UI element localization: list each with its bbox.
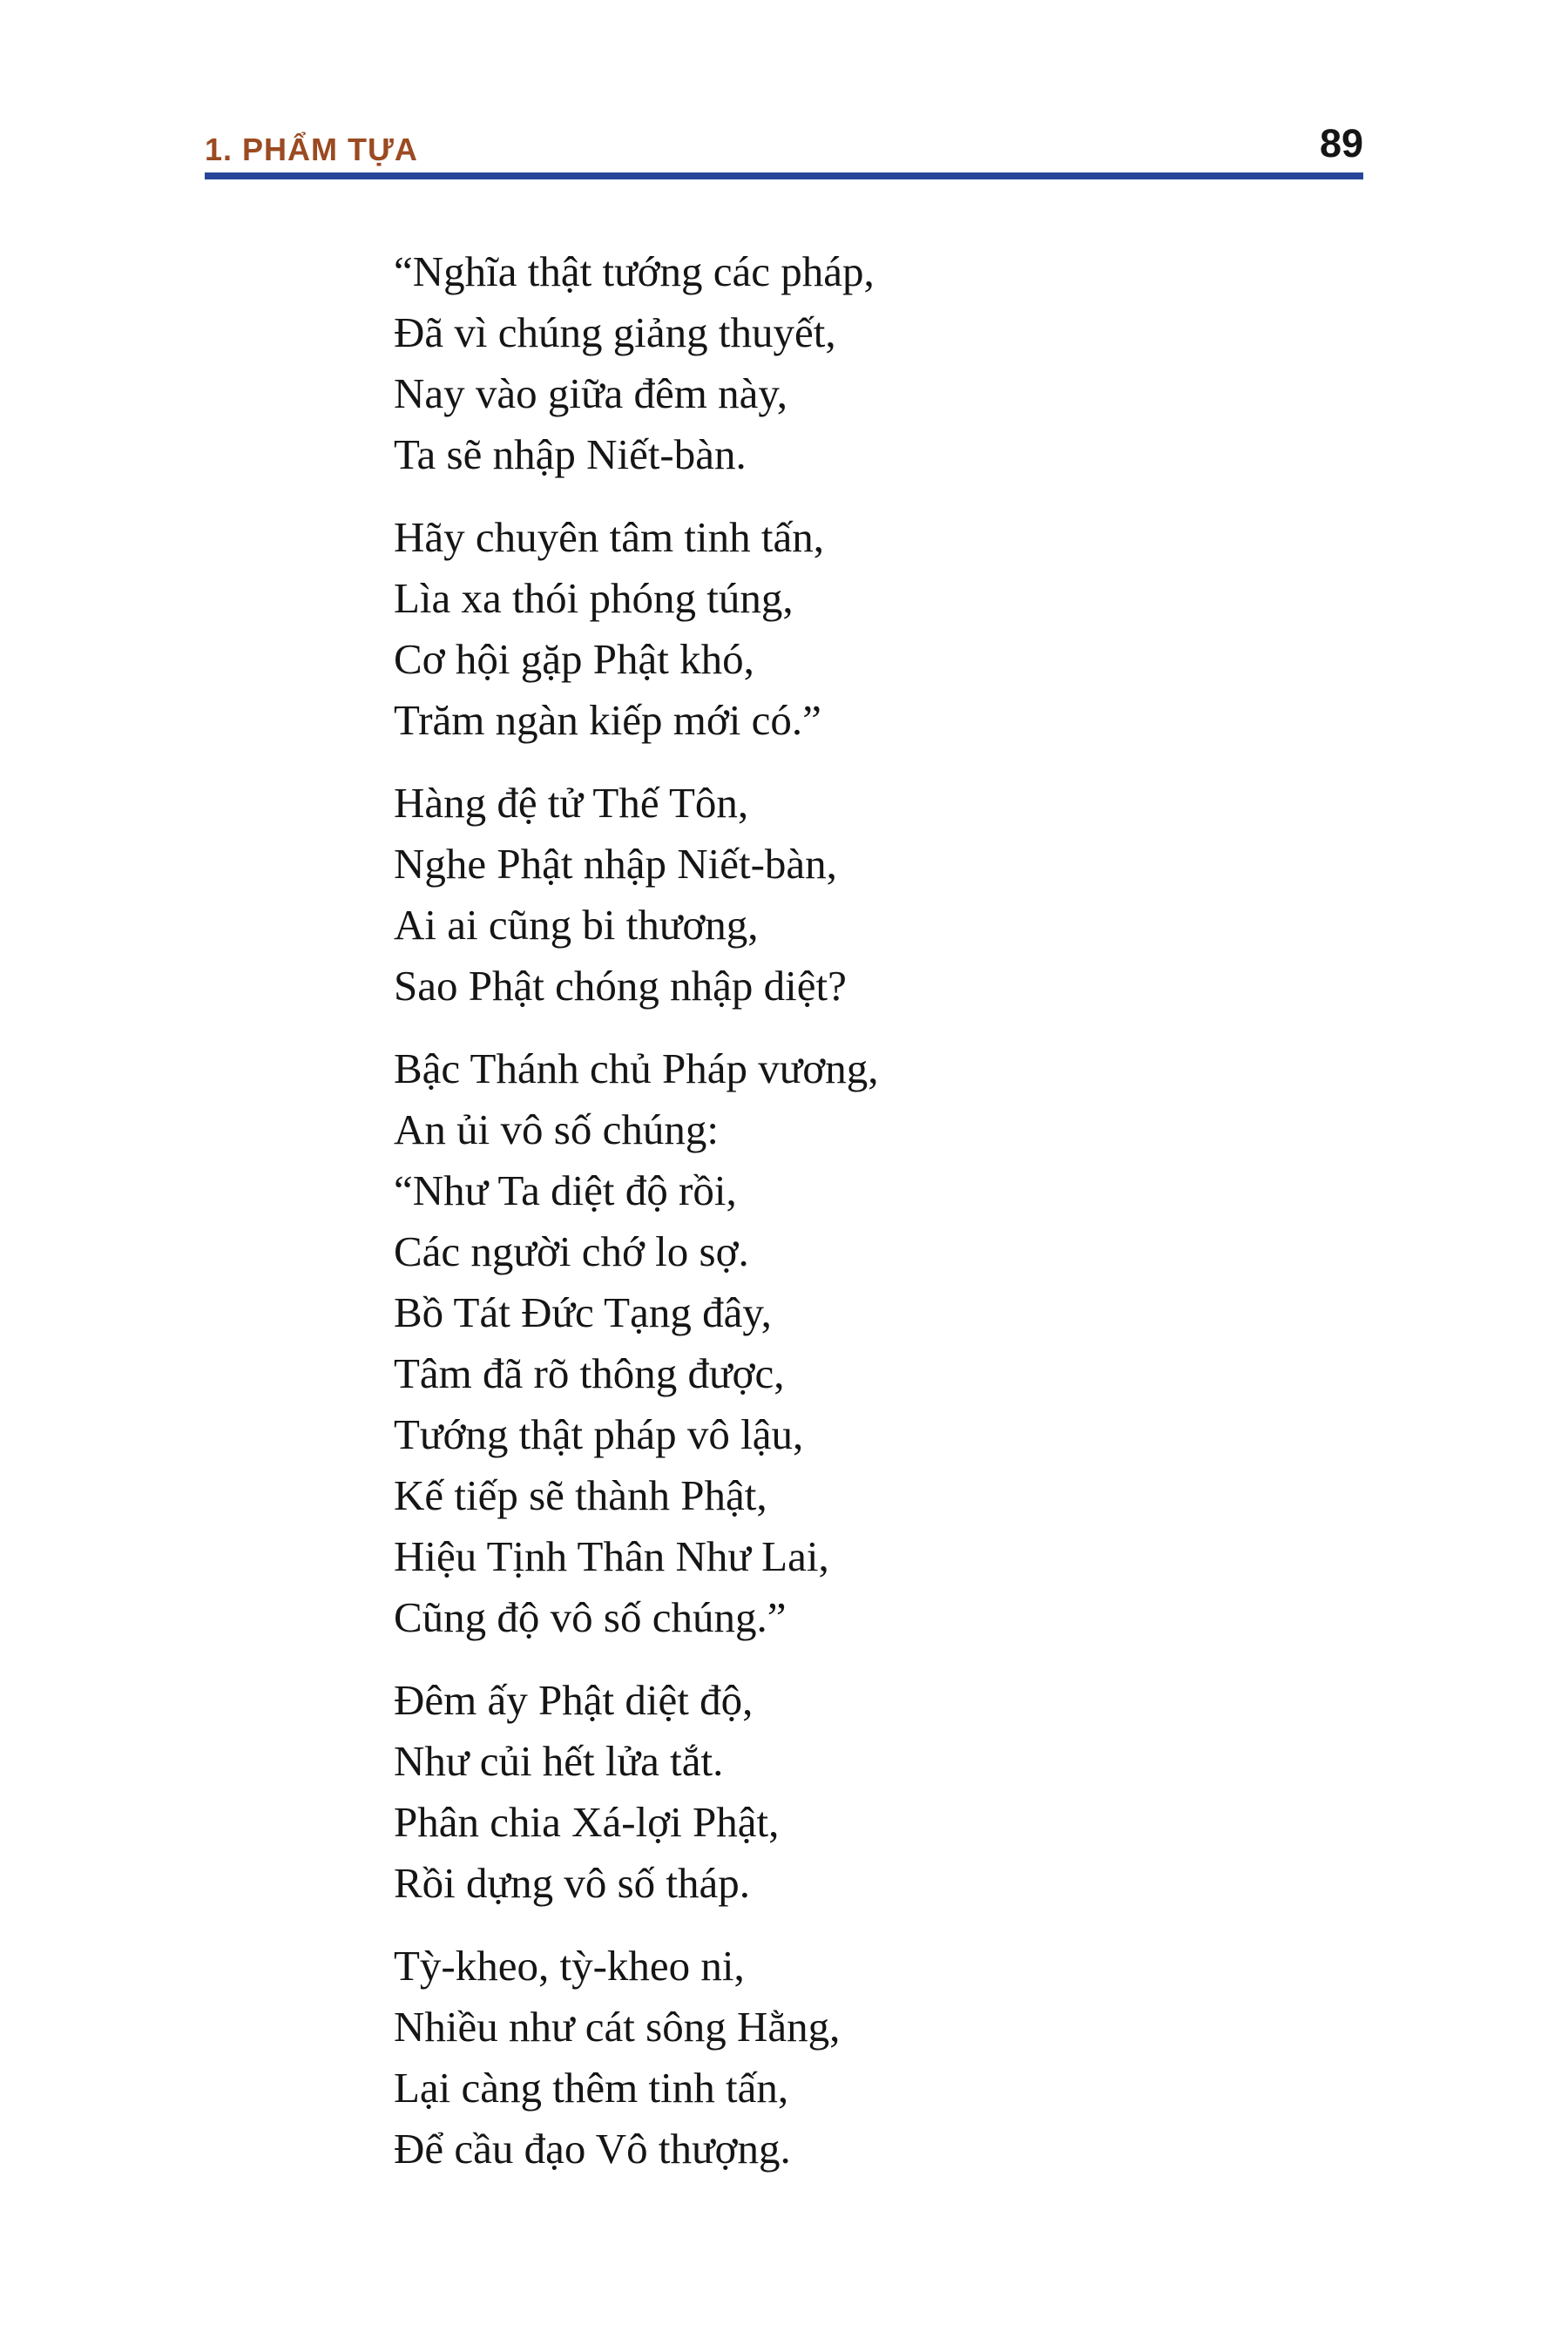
verse-line: Hiệu Tịnh Thân Như Lai, [394, 1532, 829, 1580]
verse-line: “Nghĩa thật tướng các pháp, [394, 247, 875, 295]
verse-line: An ủi vô số chúng: [394, 1105, 719, 1153]
verse-line: Nhiều như cát sông Hằng, [394, 2003, 841, 2051]
stanza [394, 241, 878, 485]
verse-line: Hãy chuyên tâm tinh tấn, [394, 513, 824, 561]
verse-line: Ta sẽ nhập Niết-bàn. [394, 430, 747, 478]
stanza [394, 1936, 878, 2180]
stanza [394, 507, 878, 751]
verse-line: Cũng độ vô số chúng.” [394, 1593, 787, 1641]
verse-line: “Như Ta diệt độ rồi, [394, 1166, 737, 1214]
verse-block [394, 241, 878, 2201]
stanza [394, 773, 878, 1017]
verse-line: Cơ hội gặp Phật khó, [394, 635, 754, 683]
verse-line: Lìa xa thói phóng túng, [394, 574, 794, 622]
verse-line: Đêm ấy Phật diệt độ, [394, 1676, 754, 1724]
stanza [394, 1038, 878, 1648]
verse-line: Đã vì chúng giảng thuyết, [394, 308, 836, 356]
verse-line: Hàng đệ tử Thế Tôn, [394, 779, 749, 827]
verse-line: Để cầu đạo Vô thượng. [394, 2125, 791, 2173]
verse-line: Bồ Tát Đức Tạng đây, [394, 1288, 772, 1336]
verse-line: Tâm đã rõ thông được, [394, 1349, 785, 1397]
stanza [394, 1670, 878, 1914]
verse-line: Tướng thật pháp vô lậu, [394, 1410, 804, 1458]
header-rule [205, 172, 1363, 179]
verse-line: Lại càng thêm tinh tấn, [394, 2064, 789, 2112]
verse-line: Rồi dựng vô số tháp. [394, 1859, 751, 1907]
verse-line: Phân chia Xá-lợi Phật, [394, 1798, 780, 1846]
verse-line: Bậc Thánh chủ Pháp vương, [394, 1044, 879, 1092]
chapter-title: 1. PHẨM TỰA [205, 132, 418, 167]
verse-line: Trăm ngàn kiếp mới có.” [394, 696, 821, 744]
verse-line: Ai ai cũng bi thương, [394, 901, 759, 949]
page-number: 89 [1319, 121, 1363, 166]
verse-line: Các người chớ lo sợ. [394, 1227, 749, 1275]
verse-line: Nghe Phật nhập Niết-bàn, [394, 840, 837, 888]
verse-line: Tỳ-kheo, tỳ-kheo ni, [394, 1942, 745, 1990]
verse-line: Nay vào giữa đêm này, [394, 369, 787, 417]
verse-line: Như củi hết lửa tắt. [394, 1737, 724, 1785]
verse-line: Kế tiếp sẽ thành Phật, [394, 1471, 767, 1519]
verse-line: Sao Phật chóng nhập diệt? [394, 962, 847, 1010]
